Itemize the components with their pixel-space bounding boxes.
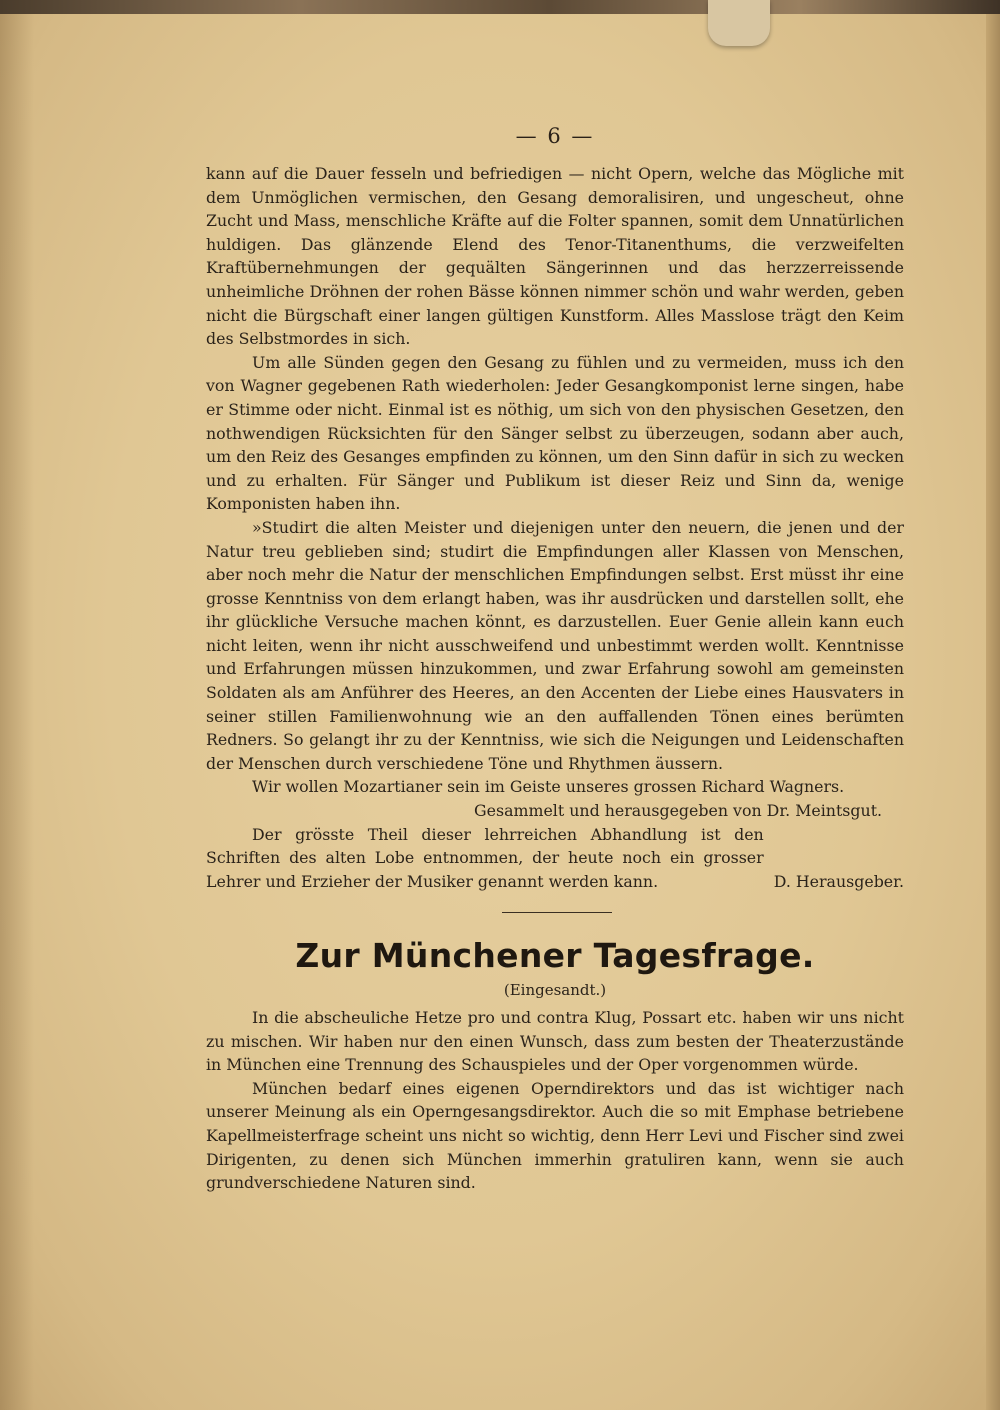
article-continuation bbox=[206, 162, 904, 893]
paragraph: Wir wollen Mozartianer sein im Geiste unseres grossen Richard Wagners. bbox=[252, 777, 845, 797]
paragraph: München bedarf eines eigenen Operndirektors und das ist wichtiger nach unserer Meinung als ein Operngesangsdirektor. Auch die so mit Emphase betriebene Kapellmeisterfrage scheint uns nicht so wichtig, denn Herr Levi und Fischer sind zwei Dirigenten, zu denen sich München immerhin gratuliren kann, wenn sie auch grundverschiedene Naturen sind. bbox=[206, 1078, 904, 1193]
page-fore-edge bbox=[986, 14, 1000, 1410]
article-signature: Gesammelt und herausgegeben von Dr. Meintsgut. bbox=[474, 801, 883, 821]
footnote bbox=[206, 823, 904, 894]
paragraph: kann auf die Dauer fesseln und befriedigen — nicht Opern, welche das Mögliche mit dem Unmöglichen vermischen, den Gesang demoralisiren, und ungescheut, ohne Zucht und Mass, menschliche Kräfte auf die Folter spannen, somit dem Unnatürlichen huldigen. Das glänzende Elend des Tenor-Titanenthums, die verzweifelten Kraftübernehmungen der gequälten Sängerinnen und das herzzerreissende unheimliche Dröhnen der rohen Bässe können nimmer schön und wahr werden, geben nicht die Bürgschaft einer langen gültigen Kunstform. Alles Masslose trägt den Keim des Selbstmordes in sich. bbox=[206, 164, 904, 349]
page-gutter-shadow bbox=[0, 14, 34, 1410]
article-body bbox=[206, 1006, 904, 1195]
section-divider bbox=[502, 912, 612, 913]
paragraph: »Studirt die alten Meister und diejenigen unter den neuern, die jenen und der Natur treu geblieben sind; studirt die Empfindungen aller Klassen von Menschen, aber noch mehr die Natur der menschlichen Empfindungen selbst. Erst müsst ihr eine grosse Kenntniss von dem erlangt haben, was ihr ausdrücken und darstellen sollt, ehe ihr glückliche Versuche machen könnt, es darzustellen. Euer Genie allein kann euch nicht leiten, wenn ihr nicht ausschweifend und unbestimmt werden wollt. Kenntnisse und Erfahrungen müssen hinzukommen, und zwar Erfahrung sowohl am gemeinsten Soldaten als am Anführer des Heeres, an den Accenten der Liebe eines Hausvaters in seiner stillen Familienwohnung wie an den auffallenden Tönen eines berümten Redners. So gelangt ihr zu der Kenntniss, wie sich die Neigungen und Leidenschaften der Menschen durch verschiedene Töne und Rhythmen äussern. bbox=[206, 517, 904, 773]
article-title: Zur Münchener Tagesfrage. bbox=[295, 936, 815, 975]
paragraph: Um alle Sünden gegen den Gesang zu fühlen und zu vermeiden, muss ich den von Wagner gegebenen Rath wiederholen: Jeder Gesangkomponist lerne singen, habe er Stimme oder nicht. Einmal ist es nöthig, um sich von den physischen Gesetzen, den nothwendigen Rücksichten für den Sänger selbst zu überzeugen, sodann aber auch, um den Reiz des Gesanges empfinden zu können, um den Sinn dafür in sich zu wecken und zu erhalten. Für Sänger und Publikum ist dieser Reiz und Sinn da, wenige Komponisten haben ihn. bbox=[206, 352, 904, 514]
page-number: — 6 — bbox=[515, 124, 595, 148]
bookmark-tab bbox=[708, 0, 770, 46]
footnote-signature: D. Herausgeber. bbox=[773, 871, 904, 891]
paragraph: In die abscheuliche Hetze pro und contra Klug, Possart etc. haben wir uns nicht zu mischen. Wir haben nur den einen Wunsch, dass zum besten der Theaterzustände in München eine Trennung des Schauspieles und der Oper vorgenommen würde. bbox=[206, 1008, 904, 1075]
article-subtitle: (Eingesandt.) bbox=[503, 981, 607, 999]
footnote-text: Der grösste Theil dieser lehrreichen Abhandlung ist den Schriften des alten Lobe entnommen, der heute noch ein grosser Lehrer und Erzieher der Musiker genannt werden kann. bbox=[206, 824, 764, 891]
